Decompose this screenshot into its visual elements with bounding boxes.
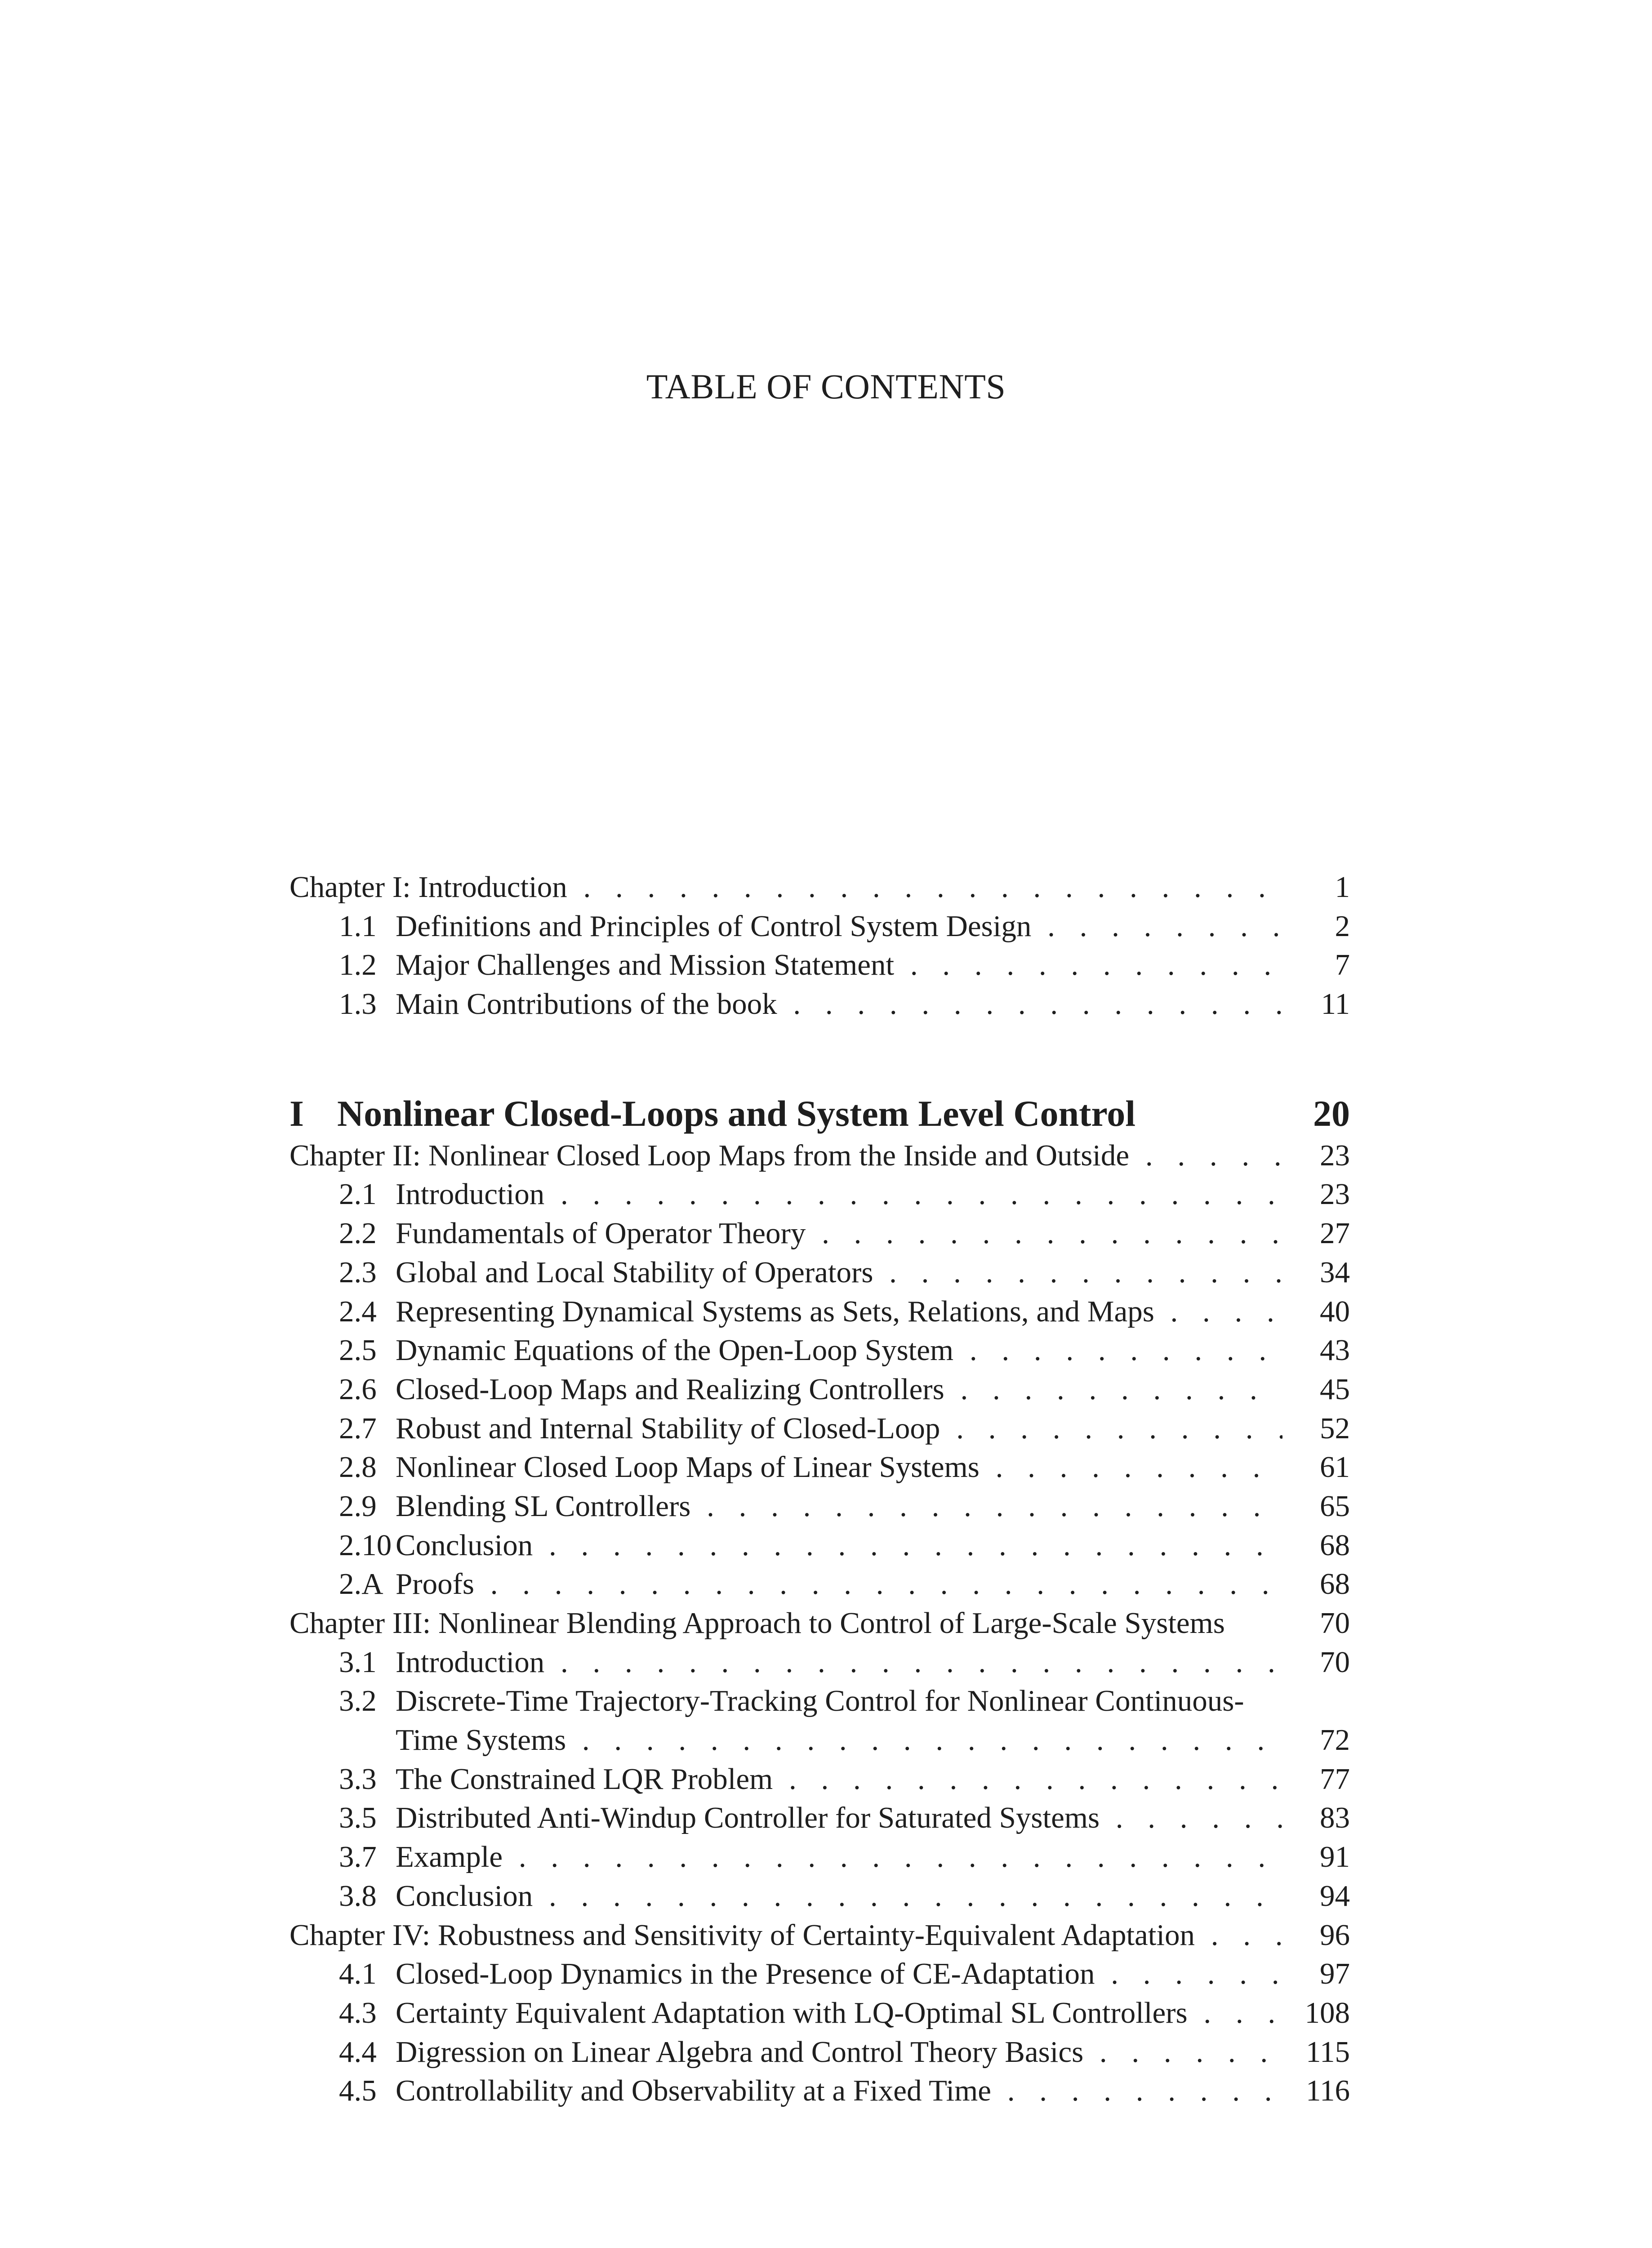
toc-section-1-2[interactable] <box>289 946 1350 985</box>
section-number: 1.2 <box>339 948 377 982</box>
section-number: 2.8 <box>339 1450 377 1484</box>
toc-section-3-5[interactable] <box>289 1798 1350 1838</box>
entry-label: Digression on Linear Algebra and Control Theory Basics <box>396 2035 1084 2069</box>
part-number: I <box>289 1093 304 1134</box>
entry-label: Closed-Loop Dynamics in the Presence of CE-Adaptation <box>396 1957 1095 1991</box>
page-number: 34 <box>1320 1255 1350 1289</box>
entry-label: Conclusion <box>396 1528 533 1562</box>
section-number: 2.1 <box>339 1178 377 1211</box>
toc-section-2-9[interactable] <box>289 1487 1350 1526</box>
toc-chapter-1[interactable] <box>289 868 1350 907</box>
entry-label: Distributed Anti-Windup Controller for Saturated Systems <box>396 1801 1100 1835</box>
entry-label: Definitions and Principles of Control System Design <box>396 909 1032 943</box>
section-number: 4.3 <box>339 1996 377 2029</box>
entry-label: Chapter I: Introduction <box>289 870 567 904</box>
page-number: 94 <box>1320 1879 1350 1913</box>
page-number: 52 <box>1320 1411 1350 1445</box>
table-of-contents <box>289 868 1350 2110</box>
toc-chapter-2[interactable] <box>289 1136 1350 1175</box>
entry-label: Introduction <box>396 1645 545 1679</box>
entry-label-continued: Time Systems <box>396 1723 566 1757</box>
entry-label: Proofs <box>396 1567 474 1601</box>
toc-section-2-8[interactable] <box>289 1448 1350 1487</box>
page-number: 116 <box>1305 2074 1350 2108</box>
toc-section-4-4[interactable] <box>289 2033 1350 2072</box>
entry-label: Discrete-Time Trajectory-Tracking Control for Nonlinear Continuous- <box>396 1684 1244 1718</box>
toc-section-2-7[interactable] <box>289 1409 1350 1448</box>
page-number: 91 <box>1320 1840 1350 1874</box>
page-number: 2 <box>1335 909 1350 943</box>
section-number: 1.3 <box>339 987 377 1021</box>
toc-section-2-2[interactable] <box>289 1214 1350 1253</box>
page-number: 70 <box>1320 1645 1350 1679</box>
toc-section-3-2-continued[interactable] <box>289 1721 1350 1760</box>
entry-label: Dynamic Equations of the Open-Loop System <box>396 1334 954 1367</box>
toc-section-2-10[interactable] <box>289 1526 1350 1565</box>
page-number: 20 <box>1313 1093 1350 1134</box>
toc-section-3-1[interactable] <box>289 1643 1350 1682</box>
entry-label: Fundamentals of Operator Theory <box>396 1217 806 1250</box>
page-number: 45 <box>1320 1372 1350 1406</box>
page-number: 108 <box>1305 1996 1350 2029</box>
section-number: 2.10 <box>339 1528 392 1562</box>
section-number: 3.1 <box>339 1645 377 1679</box>
toc-section-3-8[interactable] <box>289 1877 1350 1916</box>
toc-section-4-1[interactable] <box>289 1954 1350 1994</box>
page-number: 77 <box>1320 1762 1350 1796</box>
toc-section-4-3[interactable] <box>289 1994 1350 2033</box>
page-number: 115 <box>1305 2035 1350 2069</box>
entry-label: Controllability and Observability at a Fixed Time <box>396 2074 992 2108</box>
page-number: 65 <box>1320 1489 1350 1523</box>
entry-label: Introduction <box>396 1178 545 1211</box>
entry-label: Example <box>396 1840 503 1874</box>
page-number: 72 <box>1320 1723 1350 1757</box>
page-number: 40 <box>1320 1294 1350 1328</box>
page-number: 43 <box>1320 1334 1350 1367</box>
toc-section-2-3[interactable] <box>289 1253 1350 1292</box>
section-number: 4.4 <box>339 2035 377 2069</box>
page-number: 23 <box>1320 1178 1350 1211</box>
entry-label: The Constrained LQR Problem <box>396 1762 773 1796</box>
entry-label: Robust and Internal Stability of Closed-Loop <box>396 1411 940 1445</box>
entry-label: Major Challenges and Mission Statement <box>396 948 895 982</box>
page-number: 97 <box>1320 1957 1350 1991</box>
section-number: 3.5 <box>339 1801 377 1835</box>
toc-chapter-4[interactable] <box>289 1916 1350 1955</box>
entry-label: Certainty Equivalent Adaptation with LQ-Optimal SL Controllers <box>396 1996 1188 2029</box>
page-number: 68 <box>1320 1528 1350 1562</box>
page-number: 27 <box>1320 1217 1350 1250</box>
section-number: 3.2 <box>339 1684 377 1718</box>
toc-chapter-3[interactable] <box>289 1604 1350 1643</box>
entry-label: Main Contributions of the book <box>396 987 777 1021</box>
page-number: 96 <box>1320 1918 1350 1952</box>
section-number: 2.6 <box>339 1372 377 1406</box>
toc-section-3-2[interactable] <box>289 1682 1350 1721</box>
toc-section-2-5[interactable] <box>289 1331 1350 1370</box>
toc-part-1[interactable] <box>289 1091 1350 1136</box>
entry-label: Blending SL Controllers <box>396 1489 691 1523</box>
toc-section-2-4[interactable] <box>289 1292 1350 1331</box>
section-number: 2.3 <box>339 1255 377 1289</box>
page-number: 1 <box>1335 870 1350 904</box>
page-number: 23 <box>1320 1138 1350 1172</box>
page-number: 7 <box>1335 948 1350 982</box>
toc-section-1-1[interactable] <box>289 907 1350 946</box>
toc-section-4-5[interactable] <box>289 2071 1350 2110</box>
toc-section-2-1[interactable] <box>289 1175 1350 1214</box>
section-number: 2.A <box>339 1567 383 1601</box>
toc-section-3-7[interactable] <box>289 1838 1350 1877</box>
entry-label: Chapter II: Nonlinear Closed Loop Maps from the Inside and Outside <box>289 1138 1130 1172</box>
entry-label: Chapter III: Nonlinear Blending Approach to Control of Large-Scale Systems <box>289 1606 1225 1640</box>
entry-label: Global and Local Stability of Operators <box>396 1255 873 1289</box>
page-number: 11 <box>1321 987 1350 1021</box>
entry-label: Nonlinear Closed Loop Maps of Linear Systems <box>396 1450 980 1484</box>
page-number: 70 <box>1320 1606 1350 1640</box>
section-number: 3.3 <box>339 1762 377 1796</box>
part-title: Nonlinear Closed-Loops and System Level Control <box>337 1093 1136 1134</box>
section-number: 2.9 <box>339 1489 377 1523</box>
page-title: TABLE OF CONTENTS <box>646 367 1006 406</box>
section-number: 2.4 <box>339 1294 377 1328</box>
entry-label: Chapter IV: Robustness and Sensitivity of Certainty-Equivalent Adaptation <box>289 1918 1195 1952</box>
section-number: 1.1 <box>339 909 377 943</box>
entry-label: Closed-Loop Maps and Realizing Controllers <box>396 1372 944 1406</box>
page-number: 83 <box>1320 1801 1350 1835</box>
toc-section-2-6[interactable] <box>289 1370 1350 1409</box>
section-number: 2.2 <box>339 1217 377 1250</box>
toc-section-2-a[interactable] <box>289 1565 1350 1604</box>
entry-label: Conclusion <box>396 1879 533 1913</box>
section-number: 4.5 <box>339 2074 377 2108</box>
page-number: 68 <box>1320 1567 1350 1601</box>
toc-section-3-3[interactable] <box>289 1760 1350 1799</box>
section-number: 2.5 <box>339 1334 377 1367</box>
section-number: 2.7 <box>339 1411 377 1445</box>
entry-label: Representing Dynamical Systems as Sets, Relations, and Maps <box>396 1294 1154 1328</box>
section-number: 3.8 <box>339 1879 377 1913</box>
page-number: 61 <box>1320 1450 1350 1484</box>
section-number: 3.7 <box>339 1840 377 1874</box>
toc-section-1-3[interactable] <box>289 985 1350 1024</box>
section-number: 4.1 <box>339 1957 377 1991</box>
